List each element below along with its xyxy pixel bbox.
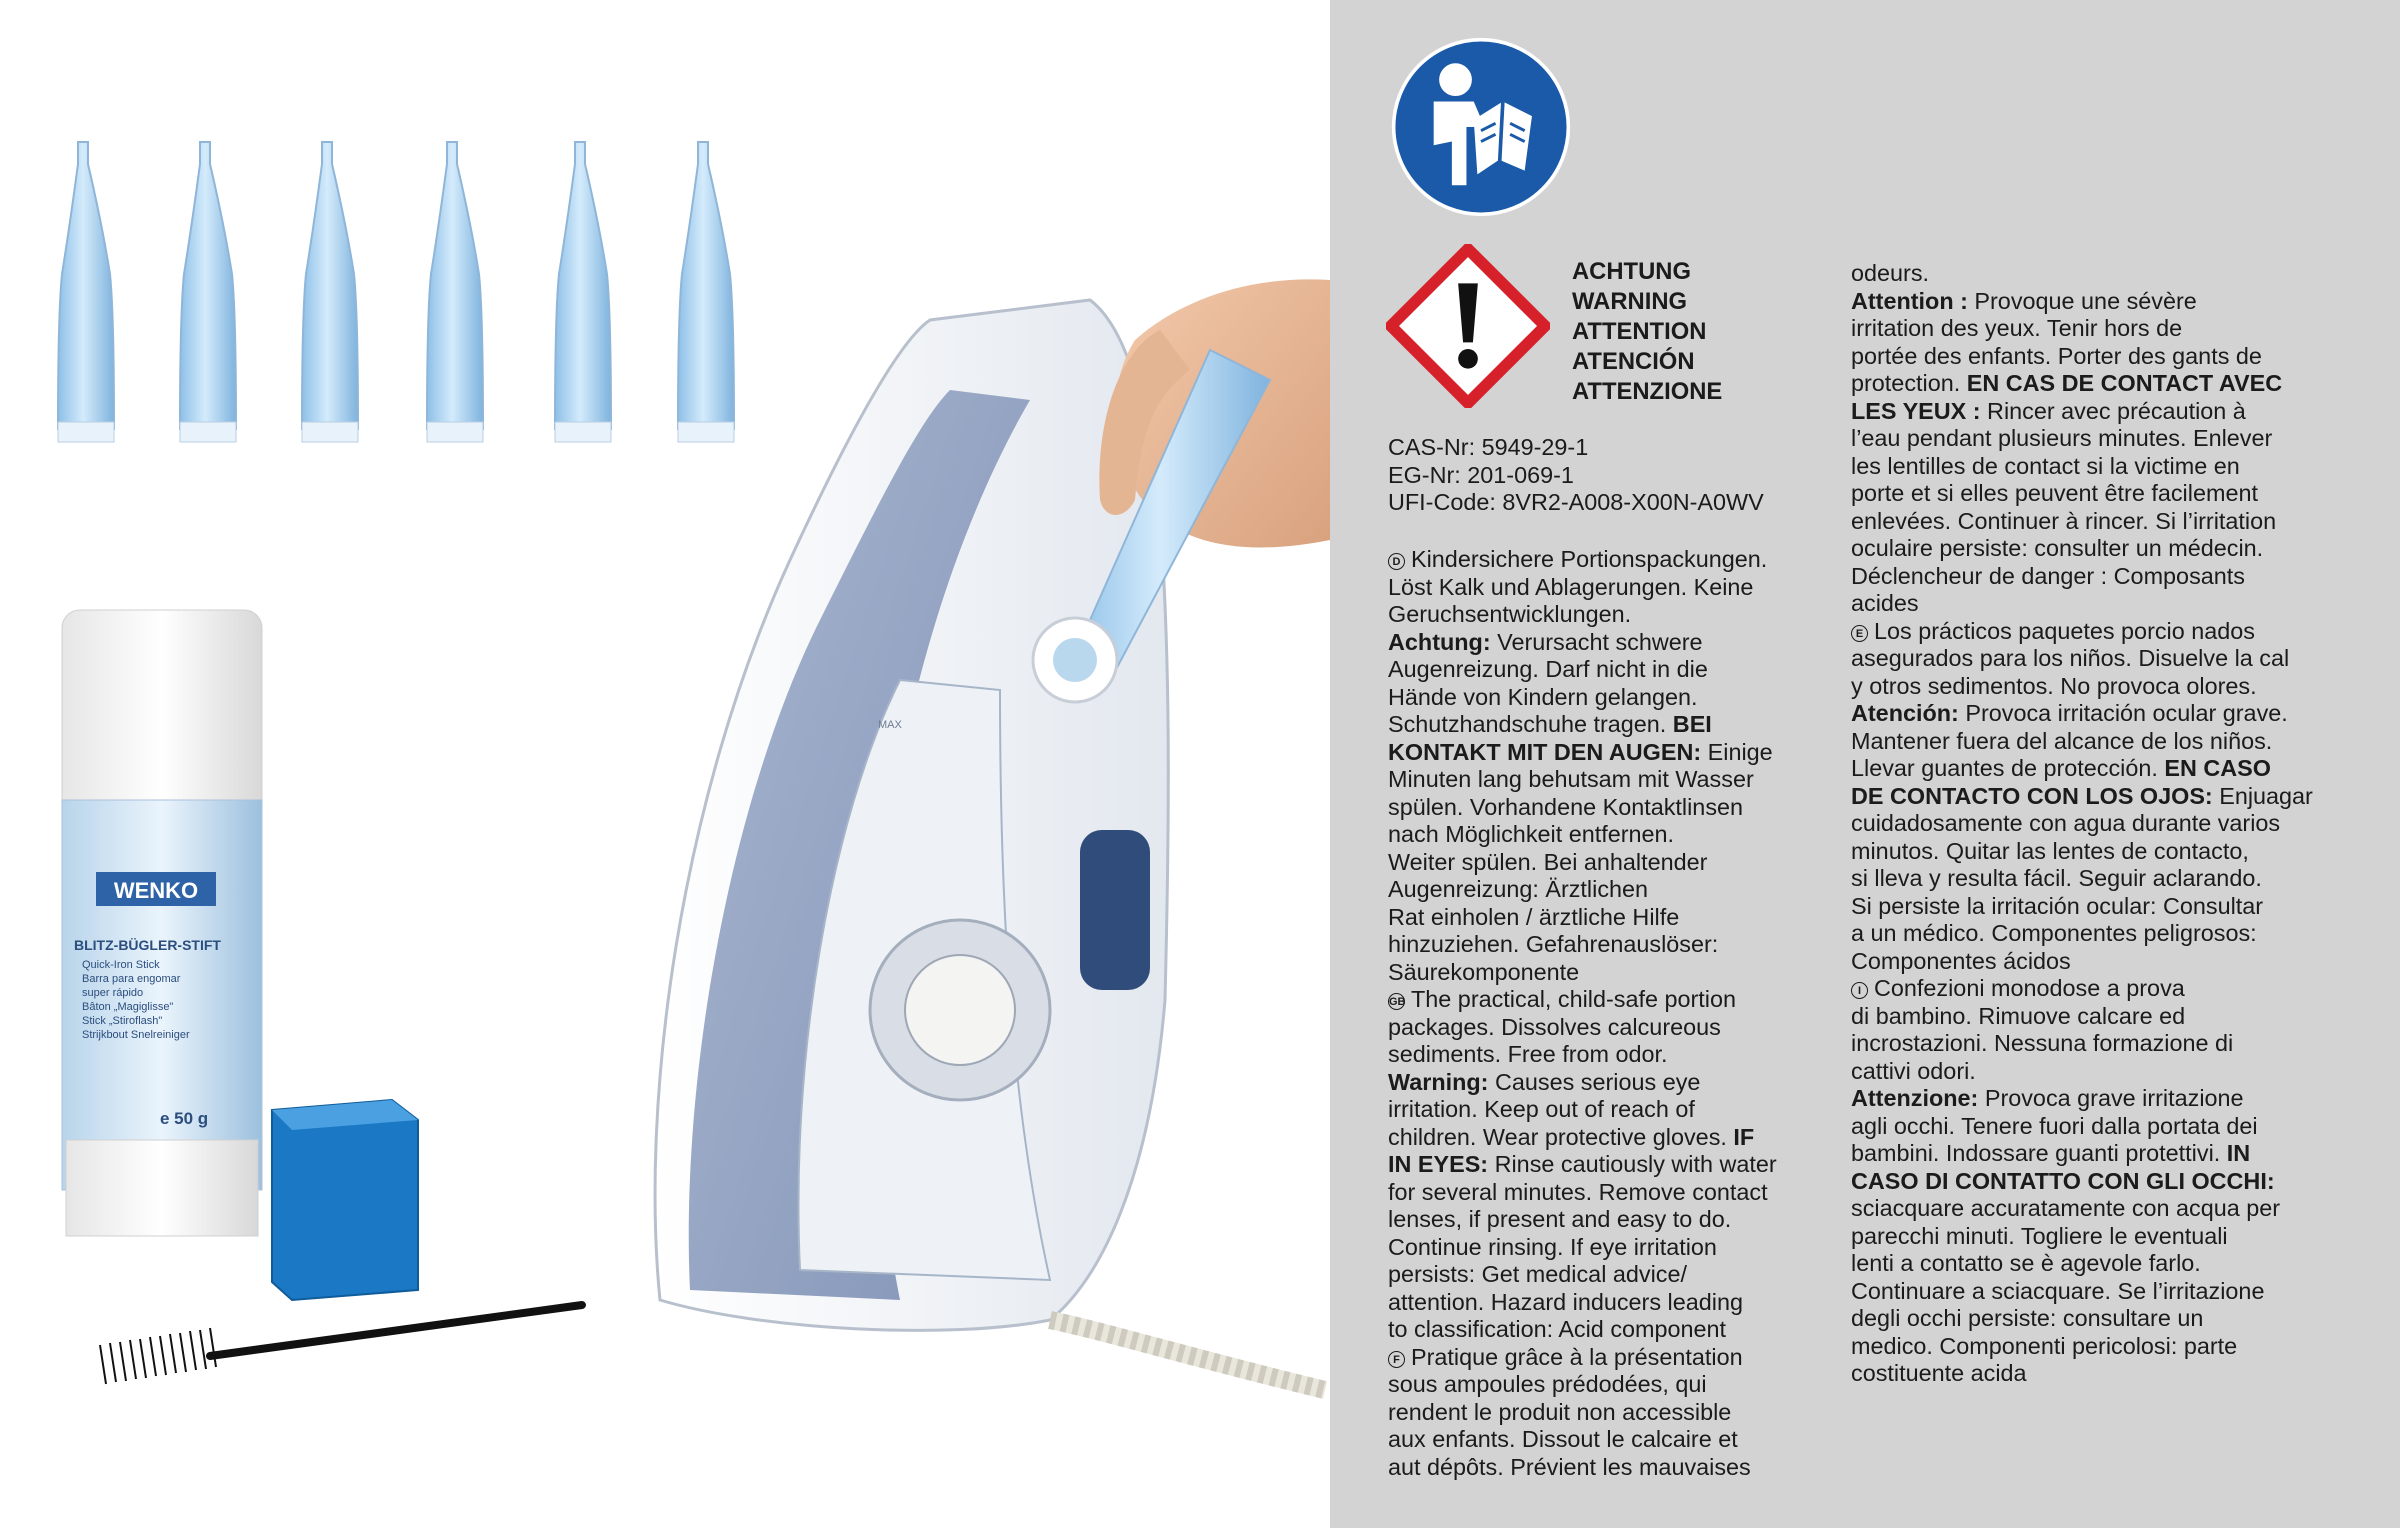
text: sous ampoules prédodées, qui [1388,1371,1707,1397]
text: for several minutes. Remove contact [1388,1178,1768,1205]
text: persists: Get medical advice/ [1388,1261,1687,1287]
text: enlevées. Continuer à rincer. Si l’irritation [1851,507,2277,534]
text-line [1388,574,1777,602]
text: The practical, child-safe portion [1411,986,1737,1012]
text-line [1388,904,1777,932]
text-line [1851,398,2313,426]
text-line [1851,535,2313,563]
text-line [1388,684,1777,712]
text-line [1851,920,2313,948]
text: rendent le produit non accessible [1388,1398,1732,1425]
text: Minuten lang behutsam mit Wasser [1388,766,1754,792]
text-line [1851,645,2313,673]
text: Los prácticos paquetes porcio nados [1874,617,2255,644]
text: lenses, if present and easy to do. [1388,1206,1732,1232]
text-line [1851,508,2313,536]
stick-line: Quick-Iron Stick [82,959,160,971]
bold-text: DE CONTACTO CON LOS OJOS: [1851,782,2213,809]
text-line [1851,838,2313,866]
text: cattivi odori. [1851,1057,1976,1084]
cas-number: CAS-Nr: 5949-29-1 [1388,434,1589,460]
text-line [1388,1426,1777,1454]
text-line [1851,1113,2313,1141]
text-line [1388,1234,1777,1262]
text-line [1851,1195,2313,1223]
text-line [1388,739,1777,767]
text: parecchi minuti. Togliere le eventuali [1851,1222,2228,1249]
text: Rat einholen / ärztliche Hilfe [1388,903,1680,930]
text: irritation des yeux. Tenir hors de [1851,315,2183,341]
text-line [1388,794,1777,822]
text: l’eau pendant plusieurs minutes. Enlever [1851,425,2273,451]
bold-text: CASO DI CONTATTO CON GLI OCCHI: [1851,1167,2275,1194]
text: spülen. Vorhandene Kontaktlinsen [1388,793,1744,820]
bold-text: Attenzione: [1851,1085,1979,1111]
text-line [1388,986,1777,1014]
text: agli occhi. Tenere fuori dalla portata dei [1851,1112,2258,1139]
text: aut dépôts. Prévient les mauvaises [1388,1453,1751,1480]
bold-text: IN [2226,1140,2251,1166]
text-line [1851,425,2313,453]
text-line [1851,1058,2313,1086]
stick-line: Stick „Stiroflash" [82,1015,163,1027]
text: Si persiste la irritación ocular: Consultar [1851,892,2264,919]
bold-text: Warning: [1388,1068,1489,1095]
text-line [1851,673,2313,701]
text-line [1388,821,1777,849]
text: Schutzhandschuhe tragen. [1388,711,1673,737]
text: oculaire persiste: consulter un médecin. [1851,535,2264,561]
text-line [1388,1344,1777,1372]
text-line [1388,1151,1777,1179]
text: a un médico. Componentes peligrosos: [1851,920,2257,946]
stick-title: BLITZ-BÜGLER-STIFT [74,937,221,953]
text-line [1388,1014,1777,1042]
text: asegurados para los niños. Disuelve la cal [1851,645,2290,671]
stick-weight: e 50 g [160,1109,209,1128]
text: incrostazioni. Nessuna formazione di [1851,1030,2234,1056]
text: Déclencheur de danger : Composants [1851,562,2245,589]
text: Hände von Kindern gelangen. [1388,683,1698,710]
text: protection. [1851,370,1967,396]
ampoule-row [58,142,734,442]
safety-info-panel [1330,0,2400,1528]
text-line [1851,1360,2313,1388]
text-line [1388,711,1777,739]
text-line [1388,1316,1777,1344]
blue-sponge [272,1100,418,1300]
text: Augenreizung. Darf nicht in die [1388,656,1708,682]
stick-line: super rápido [82,987,144,999]
text-line [1388,849,1777,877]
text: lenti a contatto se è agevole farlo. [1851,1250,2201,1276]
text-line [1851,810,2313,838]
text-line [1388,1289,1777,1317]
text-line [1851,1168,2313,1196]
text-line [1388,1179,1777,1207]
text: Mantener fuera del alcance de los niños. [1851,727,2273,754]
text-line [1388,1371,1777,1399]
text-line [1388,1124,1777,1152]
cleaning-brush [100,1305,582,1384]
exclamation-hazard-icon [1386,244,1550,408]
language-badge-icon: D [1388,553,1405,570]
text-line [1851,1305,2313,1333]
text-line [1851,700,2313,728]
bold-text: Attention : [1851,287,1968,314]
text: Rincer avec précaution à [1980,397,2246,424]
language-badge-icon: F [1388,1351,1405,1368]
stick-line: Bâton „Magiglisse" [82,1001,174,1013]
text-line [1851,1085,2313,1113]
hazard-text-column-right [1851,260,2313,1388]
text-line [1851,948,2313,976]
text: hinzuziehen. Gefahrenauslöser: [1388,931,1719,957]
text-line [1851,1030,2313,1058]
text: packages. Dissolves calcureous [1388,1013,1721,1040]
signal-word: WARNING [1572,288,1688,315]
iron-stick [62,610,262,1236]
text-line [1851,1140,2313,1168]
signal-words [1572,257,1722,407]
text: irritation. Keep out of reach of [1388,1096,1695,1122]
bold-text: BEI [1672,711,1712,737]
text: Causes serious eye [1488,1068,1701,1095]
text: Löst Kalk und Ablagerungen. Keine [1388,573,1754,600]
stick-line: Strijkbout Snelreiniger [82,1029,190,1041]
text: Pratique grâce à la présentation [1411,1343,1743,1370]
bold-text: LES YEUX : [1851,397,1981,424]
text: Säurekomponente [1388,958,1580,985]
text-line [1851,315,2313,343]
text: to classification: Acid component [1388,1316,1727,1342]
text: Provoca grave irritazione [1978,1085,2244,1111]
text-line [1388,1261,1777,1289]
stick-line: Barra para engomar [82,973,181,985]
text-line [1851,728,2313,756]
text: sediments. Free from odor. [1388,1041,1668,1067]
text: Enjuagar [2212,782,2313,809]
bold-text: Achtung: [1388,628,1491,655]
text: portée des enfants. Porter des gants de [1851,342,2262,369]
text: nach Möglichkeit entfernen. [1388,821,1675,847]
text: cuidadosamente con agua durante varios [1851,810,2281,836]
eg-number: EG-Nr: 201-069-1 [1388,461,1574,488]
text-line [1388,876,1777,904]
text-line [1388,1454,1777,1482]
language-badge-icon: E [1851,625,1868,642]
text: odeurs. [1851,260,1930,286]
text: di bambino. Rimuove calcare ed [1851,1002,2186,1029]
text-line [1388,629,1777,657]
language-badge-icon: I [1851,982,1868,999]
language-badge-icon: GB [1388,993,1405,1010]
text: y otros sedimentos. No provoca olores. [1851,672,2257,699]
bold-text: IF [1733,1123,1755,1150]
text: attention. Hazard inducers leading [1388,1288,1743,1315]
text-line [1388,546,1777,574]
text: Kindersichere Portionspackungen. [1411,546,1768,572]
text: sciacquare accuratamente con acqua per [1851,1195,2281,1221]
identifier-block [1388,434,1764,517]
text: degli occhi persiste: consultare un [1851,1305,2204,1331]
text-line [1388,931,1777,959]
text: Continue rinsing. If eye irritation [1388,1233,1717,1260]
text-line [1388,656,1777,684]
signal-word: ATTENTION [1572,318,1707,345]
text-line [1851,975,2313,1003]
text: medico. Componenti pericolosi: parte [1851,1332,2238,1359]
text: aux enfants. Dissout le calcaire et [1388,1426,1738,1452]
text-line [1851,893,2313,921]
text: Weiter spülen. Bei anhaltender [1388,848,1708,875]
text-line [1388,1206,1777,1234]
hazard-text-column-left [1388,546,1777,1481]
text-line [1851,288,2313,316]
text-line [1851,1333,2313,1361]
bold-text: Atención: [1851,700,1959,726]
signal-word: ACHTUNG [1572,258,1691,285]
text: Componentes ácidos [1851,947,2071,974]
text-line [1388,1096,1777,1124]
text-line [1388,601,1777,629]
text-line [1851,453,2313,481]
text-line [1851,563,2313,591]
signal-word: ATENCIÓN [1572,348,1695,375]
brand-logo: WENKO [113,878,199,903]
text-line [1388,1069,1777,1097]
text: Rinse cautiously with water [1488,1151,1777,1177]
text: Confezioni monodose a prova [1874,975,2185,1001]
text: si lleva y resulta fácil. Seguir aclarando. [1851,865,2262,891]
text: Continuare a sciacquare. Se l’irritazione [1851,1277,2265,1304]
bold-text: IN EYES: [1388,1151,1489,1177]
ufi-code: UFI-Code: 8VR2-A008-X00N-A0WV [1388,489,1764,515]
text: porte et si elles peuvent être facilement [1851,480,2258,506]
text-line [1388,1041,1777,1069]
text: children. Wear protective gloves. [1388,1123,1734,1150]
text-line [1388,959,1777,987]
text-line [1388,1399,1777,1427]
text-line [1851,618,2313,646]
text: acides [1851,590,1919,616]
text: bambini. Indossare guanti protettivi. [1851,1140,2227,1166]
text-line [1851,590,2313,618]
text: Einige [1701,738,1773,765]
text: Geruchsentwicklungen. [1388,601,1632,627]
text-line [1851,755,2313,783]
text-line [1851,1223,2313,1251]
bold-text: EN CASO [2164,755,2271,781]
text-line [1851,783,2313,811]
text-line [1851,1278,2313,1306]
bold-text: KONTAKT MIT DEN AUGEN: [1388,738,1702,765]
read-manual-icon [1390,36,1572,218]
text: Llevar guantes de protección. [1851,755,2165,781]
text-line [1851,370,2313,398]
text: costituente acida [1851,1360,2027,1386]
text-line [1851,343,2313,371]
text: Augenreizung: Ärztlichen [1388,876,1649,902]
signal-word: ATTENZIONE [1572,378,1723,405]
text-line [1851,480,2313,508]
text-line [1851,1250,2313,1278]
iron-max-label: MAX [878,719,902,731]
text-line [1851,260,2313,288]
text: Provoque une sévère [1967,287,2197,314]
bold-text: EN CAS DE CONTACT AVEC [1966,370,2283,396]
text-line [1851,1003,2313,1031]
text: les lentilles de contact si la victime en [1851,452,2240,479]
text: Provoca irritación ocular grave. [1958,700,2288,726]
text-line [1388,766,1777,794]
text-line [1851,865,2313,893]
text: Verursacht schwere [1490,628,1703,655]
text: minutos. Quitar las lentes de contacto, [1851,837,2249,864]
